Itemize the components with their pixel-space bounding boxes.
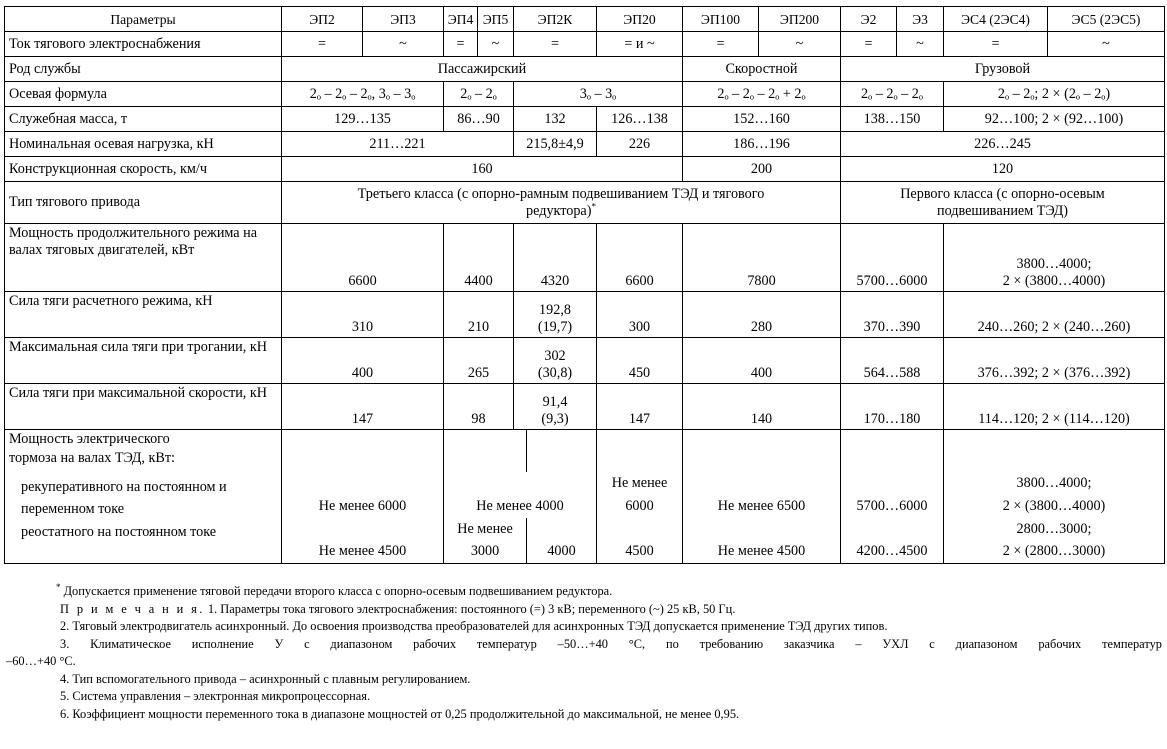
row-label xyxy=(5,430,282,564)
col-ep2k: ЭП2К xyxy=(514,7,597,32)
table-cell: 7800 xyxy=(683,224,841,292)
table-cell: 2ₒ – 2ₒ – 2ₒ xyxy=(841,82,944,107)
table-cell: 5700…6000 xyxy=(841,224,944,292)
cell-line: 91,4 xyxy=(542,394,568,410)
brake-row xyxy=(5,430,1165,564)
table-cell: 114…120; 2 × (114…120) xyxy=(944,384,1165,430)
cell-line: (30,8) xyxy=(537,365,573,381)
table-cell: 2ₒ – 2ₒ xyxy=(444,82,514,107)
table-cell: Первого класса (с опорно-осевым подвешиванием ТЭД) xyxy=(841,182,1165,224)
locomotive-spec-table xyxy=(4,6,1165,564)
footnote-text: Допускается применение тяговой передачи второго класса с опорно-осевым подвешиванием редуктора. xyxy=(63,584,613,598)
table-cell: ~ xyxy=(363,32,444,57)
header-row xyxy=(5,7,1165,32)
note-2: 2. Тяговый электродвигатель асинхронный. До освоения производства преобразователей для асинхронных ТЭД допускается применение ТЭД других типов. xyxy=(60,619,888,633)
rheo-value: 2 × (2800…3000) xyxy=(1002,543,1106,559)
table-cell: = xyxy=(282,32,363,57)
table-cell: 4320 xyxy=(514,224,597,292)
table-cell xyxy=(514,338,597,384)
col-es5: ЭС5 (2ЭС5) xyxy=(1048,7,1165,32)
table-cell: 200 xyxy=(683,157,841,182)
table-cell xyxy=(841,430,944,564)
table-cell xyxy=(597,430,683,564)
footnote-mark: * xyxy=(591,200,596,211)
row-label: Номинальная осевая нагрузка, кН xyxy=(5,132,282,157)
table-cell: ~ xyxy=(897,32,944,57)
table-cell: 226 xyxy=(597,132,683,157)
load-row xyxy=(5,132,1165,157)
table-cell: 211…221 xyxy=(282,132,514,157)
table-cell: 147 xyxy=(282,384,444,430)
rheo-value: Не менее xyxy=(457,521,513,537)
table-cell: 3ₒ – 3ₒ xyxy=(514,82,683,107)
table-cell: 226…245 xyxy=(841,132,1165,157)
rheo-value: 4500 xyxy=(625,543,654,559)
note-1 xyxy=(6,601,1162,619)
power-row xyxy=(5,224,1165,292)
table-cell: 376…392; 2 × (376…392) xyxy=(944,338,1165,384)
table-cell: 120 xyxy=(841,157,1165,182)
cell-line: (19,7) xyxy=(537,319,573,335)
drive-row xyxy=(5,182,1165,224)
table-cell xyxy=(944,224,1165,292)
table-cell: 400 xyxy=(683,338,841,384)
footnote xyxy=(6,583,1162,601)
table-cell xyxy=(514,384,597,430)
col-ep200: ЭП200 xyxy=(759,7,841,32)
table-cell: 400 xyxy=(282,338,444,384)
table-cell: 2ₒ – 2ₒ – 2ₒ + 2ₒ xyxy=(683,82,841,107)
row-label: Ток тягового электроснабжения xyxy=(5,32,282,57)
table-cell: 152…160 xyxy=(683,107,841,132)
cell-line: 192,8 xyxy=(539,302,571,318)
table-cell: 129…135 xyxy=(282,107,444,132)
rheo-label: реостатного на постоянном токе xyxy=(21,524,217,540)
row-label: Род службы xyxy=(5,57,282,82)
table-cell: 310 xyxy=(282,292,444,338)
notes-block xyxy=(6,583,1162,723)
table-cell xyxy=(944,430,1165,564)
row-label: Максимальная сила тяги при трогании, кН xyxy=(5,338,282,384)
notes-prefix: П р и м е ч а н и я. xyxy=(60,601,205,616)
table-cell: 450 xyxy=(597,338,683,384)
table-cell: 215,8±4,9 xyxy=(514,132,597,157)
row-label: Осевая формула xyxy=(5,82,282,107)
service-row xyxy=(5,57,1165,82)
table-cell: 4400 xyxy=(444,224,514,292)
note-6: 6. Коэффициент мощности переменного тока в диапазоне мощностей от 0,25 продолжительной до максимальной, не менее 0,95. xyxy=(60,706,740,721)
table-cell: 138…150 xyxy=(841,107,944,132)
col-e2: Э2 xyxy=(841,7,897,32)
brake-title: Мощность электрического тормоза на валах ТЭД, кВт: xyxy=(9,431,176,466)
table-cell: 186…196 xyxy=(683,132,841,157)
col-ep20: ЭП20 xyxy=(597,7,683,32)
note-4: 4. Тип вспомогательного привода – асинхронный с плавным регулированием. xyxy=(60,671,471,686)
table-cell: = xyxy=(683,32,759,57)
note-1-text: 1. Параметры тока тягового электроснабжения: постоянного (=) 3 кВ; переменного (~) 25 кВ, 50 Гц. xyxy=(207,601,736,616)
col-e3: Э3 xyxy=(897,7,944,32)
row-label: Тип тягового привода xyxy=(5,182,282,224)
param-header: Параметры xyxy=(5,7,282,32)
table-cell: = xyxy=(944,32,1048,57)
regen-value: 3800…4000; xyxy=(1016,475,1092,491)
axle-row xyxy=(5,82,1165,107)
regen-value: 6000 xyxy=(625,498,654,514)
regen-label: рекуперативного на постоянном и переменном токе xyxy=(21,479,227,517)
table-cell: 2ₒ – 2ₒ – 2ₒ, 3ₒ – 3ₒ xyxy=(282,82,444,107)
table-cell xyxy=(514,292,597,338)
table-cell: 147 xyxy=(597,384,683,430)
start-row xyxy=(5,338,1165,384)
table-cell: 98 xyxy=(444,384,514,430)
table-cell: = xyxy=(444,32,478,57)
table-cell xyxy=(282,430,444,564)
table-cell xyxy=(444,430,597,564)
rheo-value: 4200…4500 xyxy=(856,543,928,559)
table-cell: 240…260; 2 × (240…260) xyxy=(944,292,1165,338)
col-ep5: ЭП5 xyxy=(478,7,514,32)
table-cell: Пассажирский xyxy=(282,57,683,82)
cell-line: 3800…4000; xyxy=(1016,256,1092,272)
note-5: 5. Система управления – электронная микропроцессорная. xyxy=(60,689,371,703)
current-row xyxy=(5,32,1165,57)
rheo-value: 2800…3000; xyxy=(1016,521,1092,537)
table-cell: Грузовой xyxy=(841,57,1165,82)
col-ep100: ЭП100 xyxy=(683,7,759,32)
cell-line: (9,3) xyxy=(541,411,569,427)
row-label: Сила тяги расчетного режима, кН xyxy=(5,292,282,338)
table-cell: = xyxy=(841,32,897,57)
regen-value: 5700…6000 xyxy=(856,498,928,514)
regen-value: Не менее xyxy=(611,475,668,491)
table-cell: 564…588 xyxy=(841,338,944,384)
table-cell xyxy=(282,182,841,224)
table-cell: 6600 xyxy=(282,224,444,292)
table-cell: = xyxy=(514,32,597,57)
table-cell: 160 xyxy=(282,157,683,182)
rheo-value: Не менее 4500 xyxy=(318,543,407,559)
col-ep3: ЭП3 xyxy=(363,7,444,32)
table-cell: Скоростной xyxy=(683,57,841,82)
cell-line: 302 xyxy=(544,348,566,364)
table-cell: 210 xyxy=(444,292,514,338)
table-cell: ~ xyxy=(759,32,841,57)
table-cell: 92…100; 2 × (92…100) xyxy=(944,107,1165,132)
table-cell: 6600 xyxy=(597,224,683,292)
speed-row xyxy=(5,157,1165,182)
tractive-row xyxy=(5,292,1165,338)
table-cell: 132 xyxy=(514,107,597,132)
footnote-mark: * xyxy=(56,581,61,592)
drive-class3-text: Третьего класса (с опорно-рамным подвешиванием ТЭД и тягового редуктора) xyxy=(357,185,765,219)
row-label: Конструкционная скорость, км/ч xyxy=(5,157,282,182)
table-cell: ~ xyxy=(478,32,514,57)
table-cell: 86…90 xyxy=(444,107,514,132)
row-label: Служебная масса, т xyxy=(5,107,282,132)
table-cell: 280 xyxy=(683,292,841,338)
col-ep2: ЭП2 xyxy=(282,7,363,32)
mass-row xyxy=(5,107,1165,132)
row-label: Мощность продолжительного режима на валах тяговых двигателей, кВт xyxy=(5,224,282,292)
rheo-value: 3000 xyxy=(470,543,500,559)
col-ep4: ЭП4 xyxy=(444,7,478,32)
regen-value: 2 × (3800…4000) xyxy=(1002,498,1106,514)
cell-line: 2 × (3800…4000) xyxy=(1002,273,1106,289)
table-cell: 170…180 xyxy=(841,384,944,430)
table-cell: 2ₒ – 2ₒ; 2 × (2ₒ – 2ₒ) xyxy=(944,82,1165,107)
note-3: 3. Климатическое исполнение У с диапазоном рабочих температур –50…+40 °С, по требованию заказчика – УХЛ с диапазоном рабочих температур xyxy=(60,636,1162,651)
table-cell: ~ xyxy=(1048,32,1165,57)
table-cell: 126…138 xyxy=(597,107,683,132)
rheo-value: Не менее 4500 xyxy=(717,543,806,559)
note-3-cont: –60…+40 °С. xyxy=(6,654,76,668)
table-cell: 370…390 xyxy=(841,292,944,338)
regen-value: Не менее 6500 xyxy=(717,498,806,514)
regen-value: Не менее 4000 xyxy=(476,498,564,514)
col-es4: ЭС4 (2ЭС4) xyxy=(944,7,1048,32)
table-cell: 265 xyxy=(444,338,514,384)
table-cell: = и ~ xyxy=(597,32,683,57)
table-cell xyxy=(683,430,841,564)
regen-value: Не менее 6000 xyxy=(318,498,407,514)
row-label: Сила тяги при максимальной скорости, кН xyxy=(5,384,282,430)
table-cell: 300 xyxy=(597,292,683,338)
maxspeed-row xyxy=(5,384,1165,430)
table-cell: 140 xyxy=(683,384,841,430)
rheo-value: 4000 xyxy=(547,543,576,559)
